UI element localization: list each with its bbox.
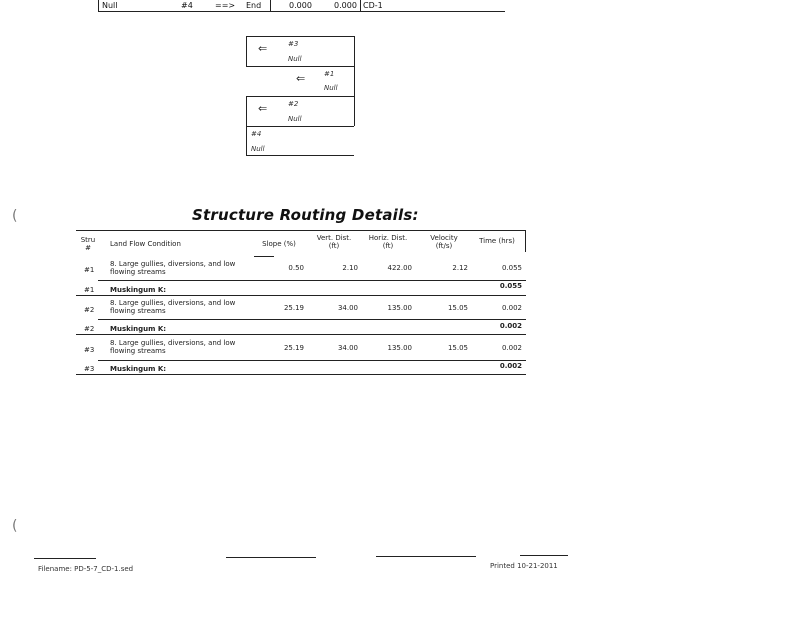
row-3-vert: 34.00 xyxy=(337,344,358,352)
node-3-label: Null xyxy=(288,55,302,63)
row-2-muskingum-label: Muskingum K: xyxy=(110,325,167,333)
row-1-land: 8. Large gullies, diversions, and low flowing streams xyxy=(110,260,236,276)
row-2-time: 0.002 xyxy=(501,304,522,312)
row-1-vert: 2.10 xyxy=(342,264,358,272)
row-1-muskingum-value: 0.055 xyxy=(499,282,522,290)
row-3-horiz: 135.00 xyxy=(387,344,412,352)
row-3-land: 8. Large gullies, diversions, and low flowing streams xyxy=(110,339,236,355)
header-velocity: Velocity (ft/s) xyxy=(430,234,458,250)
row-2-land: 8. Large gullies, diversions, and low flowing streams xyxy=(110,299,236,315)
node-4-id: #4 xyxy=(251,130,262,138)
node-1-arrow-icon: ⇐ xyxy=(296,72,306,85)
row-3-stru-musk: #3 xyxy=(84,365,95,373)
structure-routing-table xyxy=(76,230,526,376)
top-row-name: Null xyxy=(102,1,118,10)
row-2-vert: 34.00 xyxy=(337,304,358,312)
row-2-stru: #2 xyxy=(84,306,95,314)
binder-hole-mark-top: ( xyxy=(12,208,18,224)
top-row-struct: #4 xyxy=(181,1,193,10)
row-3-muskingum-value: 0.002 xyxy=(499,362,522,370)
top-row-code: CD-1 xyxy=(363,1,383,10)
node-3-arrow-icon: ⇐ xyxy=(258,42,268,55)
row-3-slope: 25.19 xyxy=(283,344,304,352)
row-1-time: 0.055 xyxy=(501,264,522,272)
node-2-label: Null xyxy=(288,115,302,123)
footer-filename: Filename: PD-5-7_CD-1.sed xyxy=(38,565,134,573)
row-2-velocity: 15.05 xyxy=(447,304,468,312)
binder-hole-mark-bottom: ( xyxy=(12,518,18,534)
row-1-slope: 0.50 xyxy=(288,264,304,272)
node-1-id: #1 xyxy=(324,70,335,78)
node-1-label: Null xyxy=(324,84,338,92)
row-2-horiz: 135.00 xyxy=(387,304,412,312)
row-1-horiz: 422.00 xyxy=(387,264,412,272)
row-1-stru-musk: #1 xyxy=(84,286,95,294)
header-vert-dist: Vert. Dist. (ft) xyxy=(316,234,352,250)
header-land-flow: Land Flow Condition xyxy=(110,240,181,248)
row-3-stru: #3 xyxy=(84,346,95,354)
routing-details-title: Structure Routing Details: xyxy=(192,206,419,224)
top-row-dest: End xyxy=(246,1,262,10)
header-slope: Slope (%) xyxy=(262,240,296,248)
top-row-arrow: ==> xyxy=(215,1,236,10)
node-2-arrow-icon: ⇐ xyxy=(258,102,268,115)
header-time: Time (hrs) xyxy=(479,237,515,245)
node-2-id: #2 xyxy=(288,100,299,108)
row-1-velocity: 2.12 xyxy=(452,264,468,272)
header-horiz-dist: Horiz. Dist. (ft) xyxy=(368,234,408,250)
header-stru: Stru # xyxy=(80,236,96,252)
node-4-label: Null xyxy=(251,145,265,153)
row-2-slope: 25.19 xyxy=(283,304,304,312)
row-2-muskingum-value: 0.002 xyxy=(499,322,522,330)
row-3-muskingum-label: Muskingum K: xyxy=(110,365,167,373)
row-1-muskingum-label: Muskingum K: xyxy=(110,286,167,294)
top-row-v1: 0.000 xyxy=(289,1,312,10)
row-1-stru: #1 xyxy=(84,266,95,274)
row-3-time: 0.002 xyxy=(501,344,522,352)
top-row-v2: 0.000 xyxy=(334,1,357,10)
row-2-stru-musk: #2 xyxy=(84,325,95,333)
row-3-velocity: 15.05 xyxy=(447,344,468,352)
footer-printed: Printed 10-21-2011 xyxy=(490,562,558,570)
node-3-id: #3 xyxy=(288,40,299,48)
